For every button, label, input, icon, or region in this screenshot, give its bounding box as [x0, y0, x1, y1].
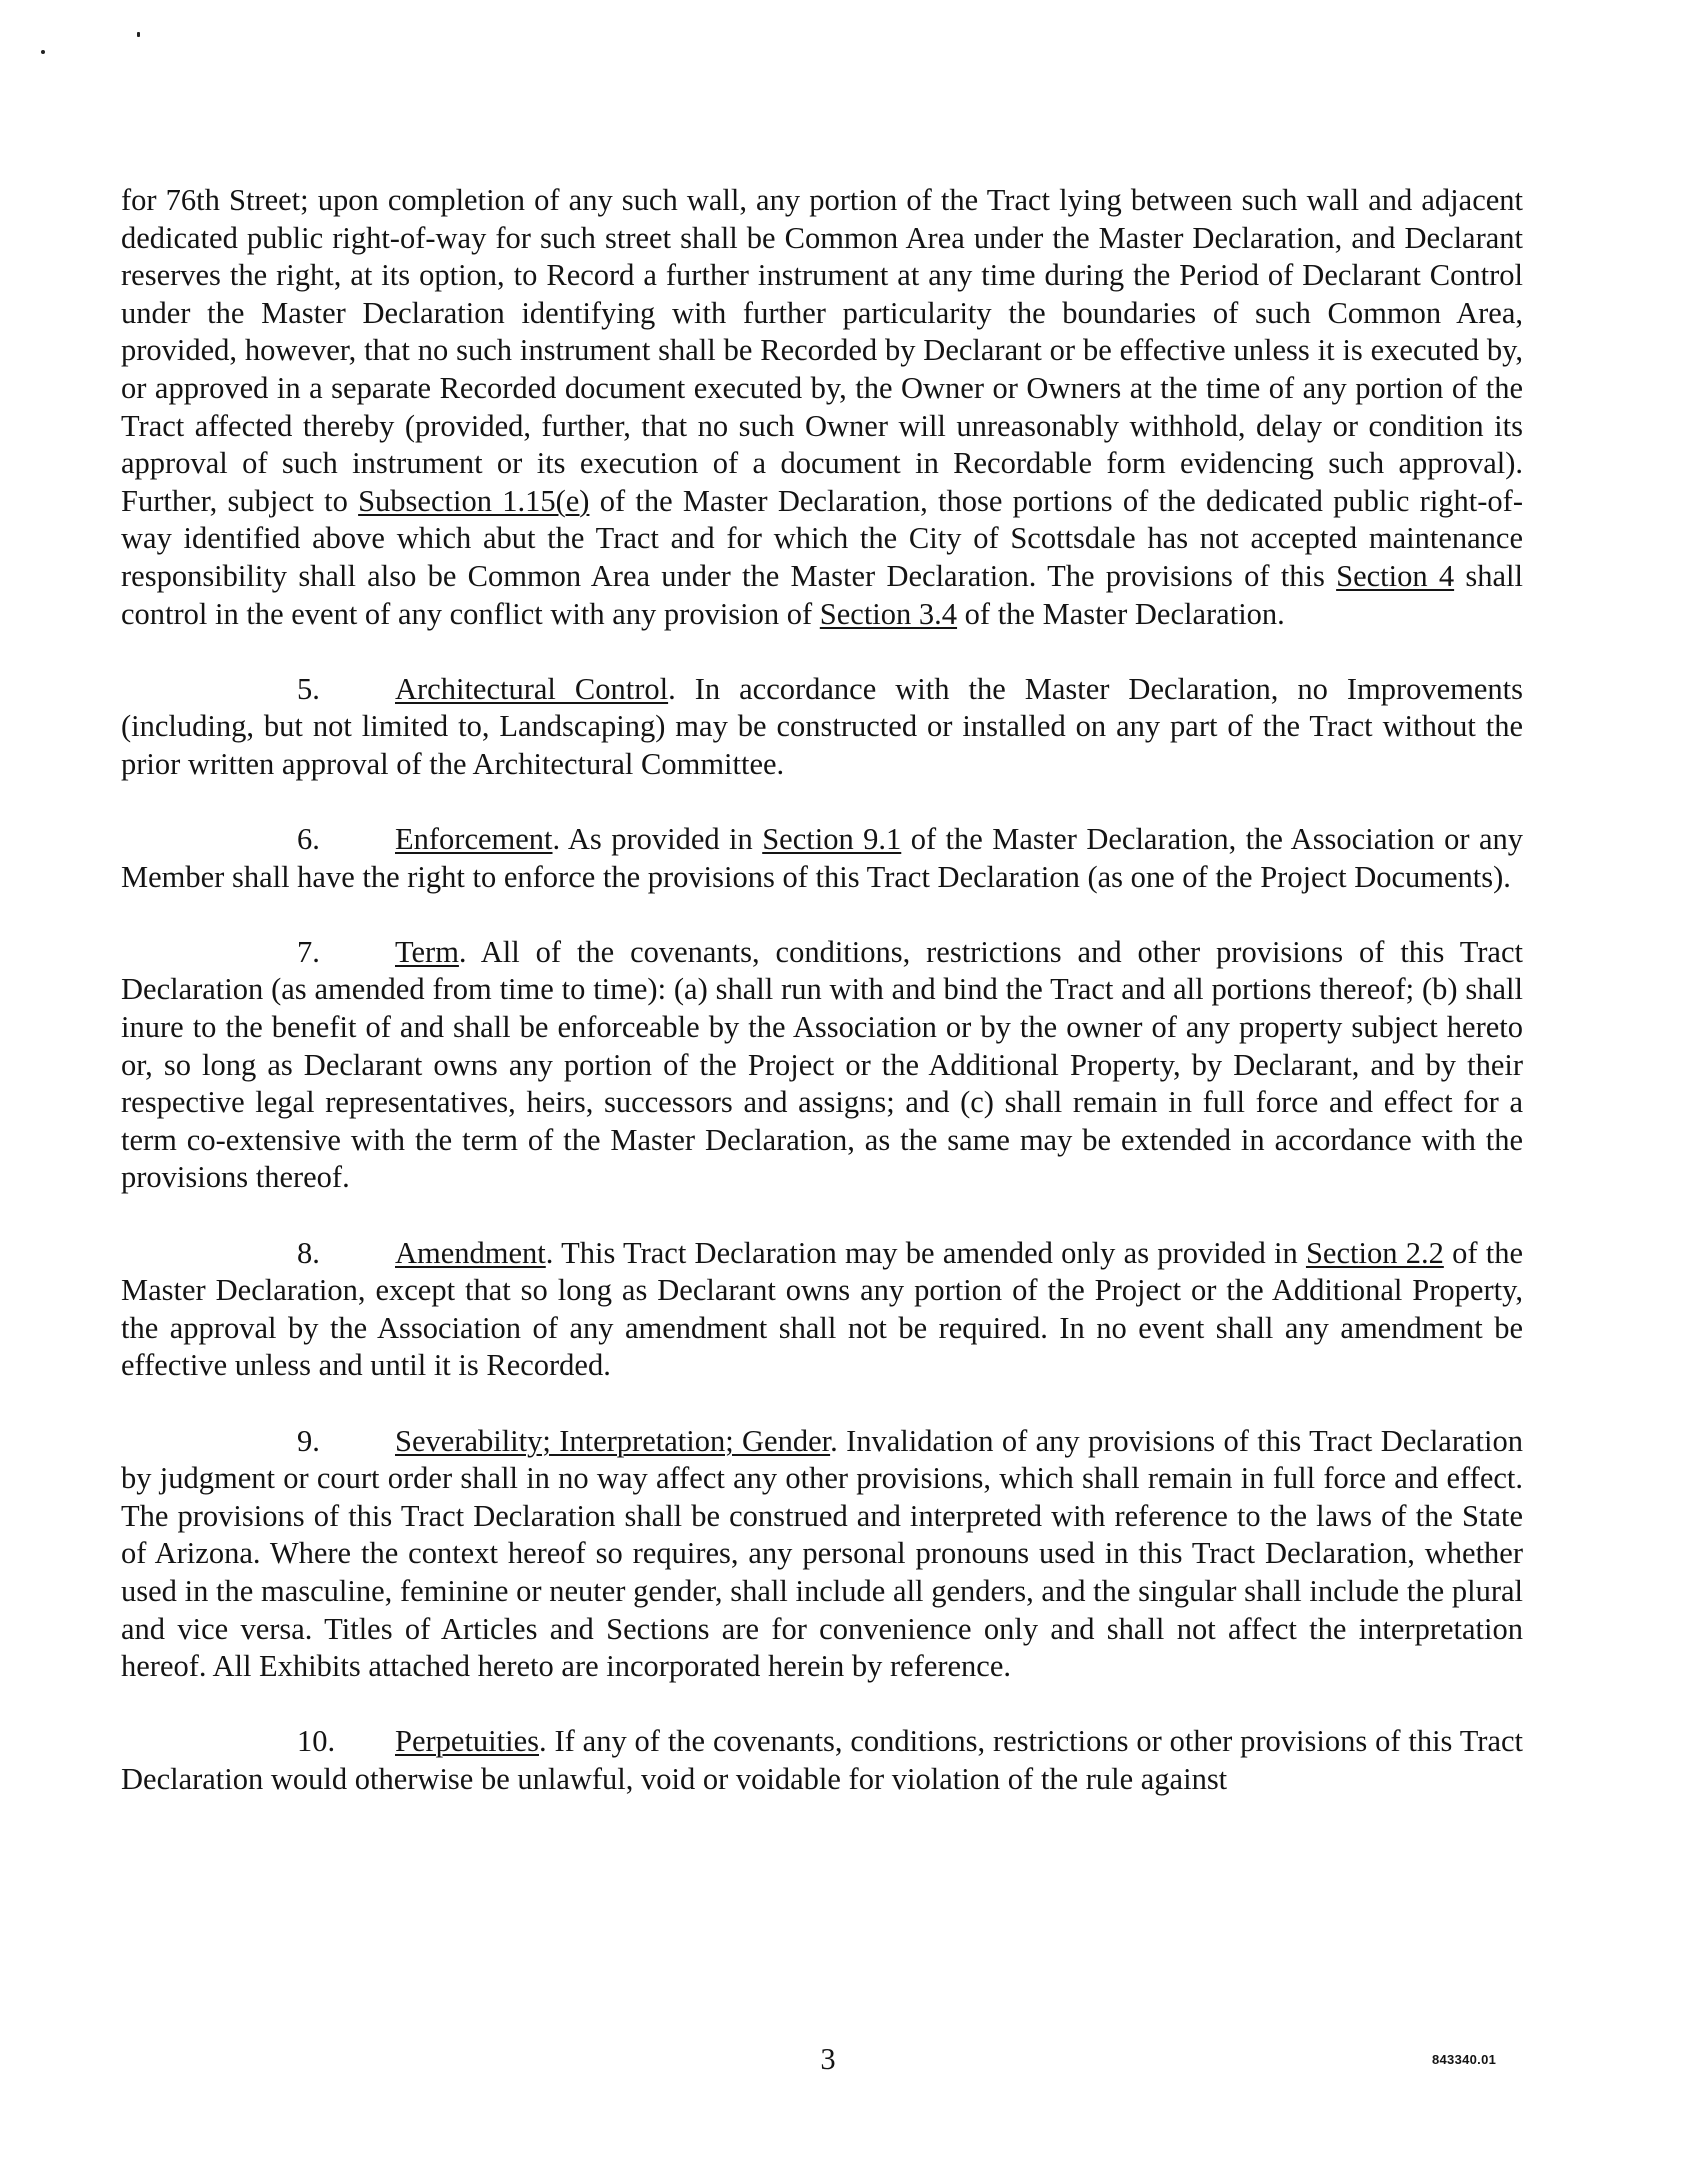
section-heading: Architectural Control — [395, 671, 669, 706]
section-number: 6. — [297, 822, 320, 857]
paragraph-text: of the Master Declaration, the Association or any Member shall have the right to enforce the provisions of this Tract Declaration (as one of the Project Documents). — [121, 822, 1523, 894]
section-heading: Amendment — [395, 1235, 546, 1270]
section-6-enforcement — [121, 821, 1523, 896]
paragraph-text: . All of the covenants, conditions, restrictions and other provisions of this Tract Declaration (as amended from time to time): (a) shall run with and bind the Tract and all portions thereof; (b) shall inure to the benefit of and shall be enforceable by the Association or by the owner of any property subject hereto or, so long as Declarant owns any portion of the Project or the Additional Property, by Declarant, and by their respective legal representatives, heirs, successors and assigns; and (c) shall remain in full force and effect for a term co-extensive with the term of the Master Declaration, as the same may be extended in accordance with the provisions thereof. — [121, 934, 1523, 1195]
paragraph-text: of the Master Declaration, those portions of the dedicated public right-of-way identified above which abut the Tract and for which the City of Scottsdale has not accepted maintenance responsibility shall also be Common Area under the Master Declaration. The provisions of this — [121, 483, 1523, 593]
scan-speck — [41, 50, 45, 54]
paragraph-text: of the Master Declaration, except that so long as Declarant owns any portion of the Project or the Additional Property, the approval by the Association of any amendment shall not be required. In no event shall any amendment be effective unless and until it is Recorded. — [121, 1235, 1523, 1383]
paragraph-text: shall control in the event of any conflict with any provision of — [121, 558, 1523, 631]
paragraph-text: for 76th Street; upon completion of any such wall, any portion of the Tract lying between such wall and adjacent dedicated public right-of-way for such street shall be Common Area under the Master Declaration, and Declarant reserves the right, at its option, to Record a further instrument at any time during the Period of Declarant Control under the Master Declaration identifying with further particularity the boundaries of such Common Area, provided, however, that no such instrument shall be Recorded by Declarant or be effective unless it is executed by, or approved in a separate Recorded document executed by, the Owner or Owners at the time of any portion of the Tract affected thereby (provided, further, that no such Owner will unreasonably withhold, delay or condition its approval of such instrument or its execution of a document in Recordable form evidencing such approval). Further, subject to — [121, 183, 1523, 518]
paragraph-text: of the Master Declaration. — [957, 596, 1285, 631]
paragraph-text: . This Tract Declaration may be amended only as provided in — [545, 1235, 1306, 1270]
cross-reference: Section 2.2 — [1305, 1235, 1444, 1270]
cross-reference: Section 9.1 — [762, 822, 902, 857]
section-8-amendment — [121, 1235, 1523, 1385]
section-number: 7. — [297, 934, 320, 969]
cross-reference: Section 3.4 — [819, 596, 958, 631]
section-10-perpetuities — [121, 1723, 1523, 1798]
section-heading: Enforcement — [395, 822, 553, 857]
section-7-term — [121, 934, 1523, 1197]
paragraph-text: . In accordance with the Master Declaration, no Improvements (including, but not limited to, Landscaping) may be constructed or installed on any part of the Tract without the prior written approval of the Architectural Committee. — [121, 671, 1523, 781]
section-5-architectural-control — [121, 671, 1523, 784]
paragraph-section-4-continued — [121, 182, 1523, 633]
section-number: 5. — [297, 671, 320, 706]
scan-speck — [137, 32, 140, 37]
paragraph-text: . Invalidation of any provisions of this Tract Declaration by judgment or court order shall in no way affect any other provisions, which shall remain in full force and effect. The provisions of this Tract Declaration shall be construed and interpreted with reference to the laws of the State of Arizona. Where the context hereof so requires, any personal pronouns used in this Tract Declaration, whether used in the masculine, feminine or neuter gender, shall include all genders, and the singular shall include the plural and vice versa. Titles of Articles and Sections are for convenience only and shall not affect the interpretation hereof. All Exhibits attached hereto are incorporated herein by reference. — [121, 1423, 1523, 1684]
section-heading: Severability; Interpretation; Gender — [395, 1423, 831, 1458]
section-number: 10. — [297, 1724, 336, 1759]
section-heading: Perpetuities — [395, 1724, 539, 1759]
section-9-severability — [121, 1423, 1523, 1686]
cross-reference: Section 4 — [1336, 558, 1455, 593]
page-number: 3 — [820, 2042, 836, 2076]
paragraph-text: . If any of the covenants, conditions, restrictions or other provisions of this Tract Declaration would otherwise be unlawful, void or voidable for violation of the rule against — [121, 1724, 1523, 1796]
cross-reference: Subsection 1.15(e) — [358, 483, 590, 518]
section-number: 8. — [297, 1235, 320, 1270]
document-id: 843340.01 — [1432, 2052, 1497, 2067]
paragraph-text: . As provided in — [552, 822, 763, 857]
section-number: 9. — [297, 1423, 320, 1458]
document-body — [121, 182, 1523, 1836]
section-heading: Term — [395, 934, 459, 969]
